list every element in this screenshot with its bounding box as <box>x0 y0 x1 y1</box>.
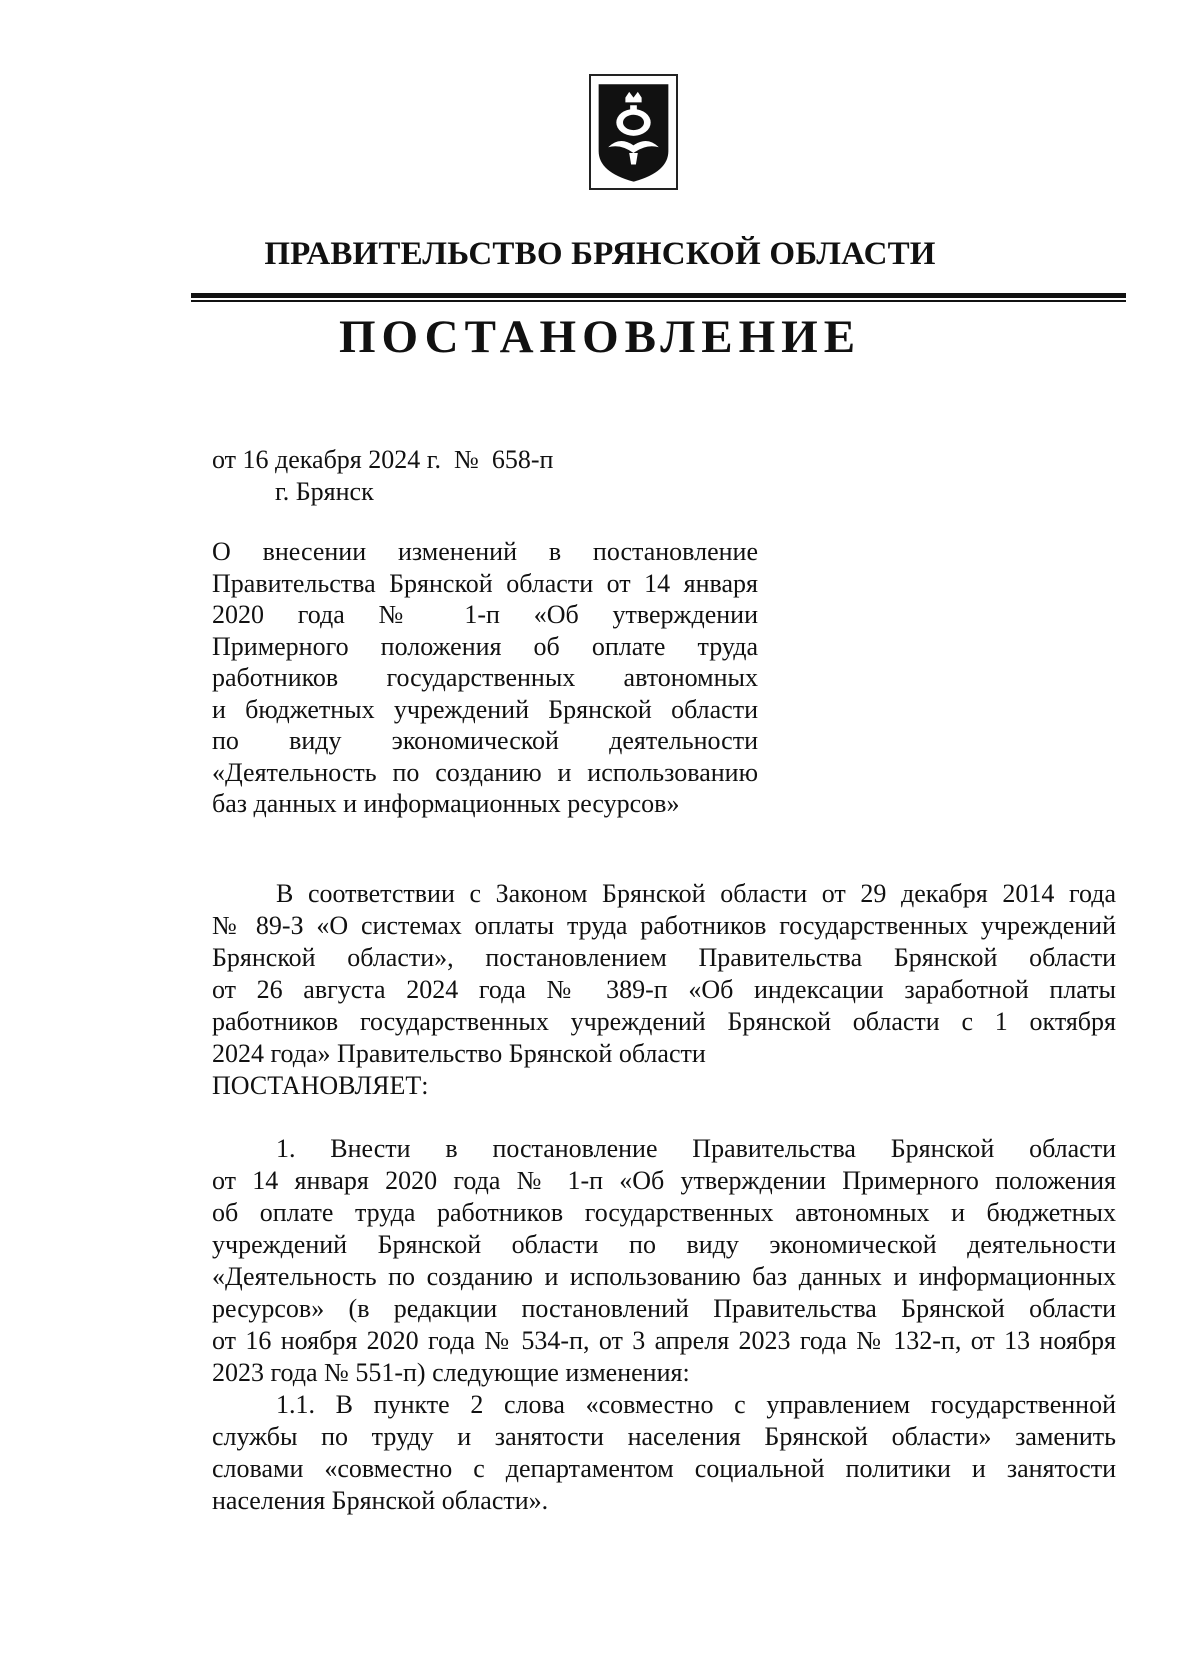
item-line: от 14 января 2020 года № 1-п «Об утверждении Примерного положения <box>212 1166 1116 1195</box>
organization-title: ПРАВИТЕЛЬСТВО БРЯНСКОЙ ОБЛАСТИ <box>264 236 936 272</box>
resolves-text: ПОСТАНОВЛЯЕТ: <box>212 1071 429 1100</box>
subject-line: «Деятельность по созданию и использованию <box>212 757 758 787</box>
subject-line: по виду экономической деятельности <box>212 726 758 755</box>
date-number-line <box>212 444 553 476</box>
item-line: населения Брянской области». <box>212 1486 549 1515</box>
preamble-line: Брянской области», постановлением Правительства Брянской области <box>212 943 1116 972</box>
item-line: ресурсов» (в редакции постановлений Правительства Брянской области <box>212 1294 1116 1323</box>
document-date: 16 декабря 2024 г. <box>242 445 441 474</box>
item-1-paragraph <box>212 1133 1116 1517</box>
document-number: 658-п <box>491 445 554 474</box>
coat-of-arms-icon <box>589 74 678 190</box>
preamble-line: № 89-З «О системах оплаты труда работников государственных учреждений <box>212 911 1116 940</box>
item-line: об оплате труда работников государственных автономных и бюджетных <box>212 1198 1116 1227</box>
subject-line: О внесении изменений в постановление <box>212 537 758 566</box>
subject-line: и бюджетных учреждений Брянской области <box>212 694 758 724</box>
header-rule-thin <box>191 300 1126 302</box>
subject-line: работников государственных автономных <box>212 663 758 692</box>
subject-line: 2020 года № 1-п «Об утверждении <box>212 600 758 629</box>
item-line: 1.1. В пункте 2 слова «совместно с управлением государственной <box>276 1390 1116 1419</box>
document-type: ПОСТАНОВЛЕНИЕ <box>338 311 862 363</box>
preamble-line: от 26 августа 2024 года № 389-п «Об индексации заработной платы <box>212 975 1116 1004</box>
number-sign: № <box>454 445 479 474</box>
preamble-line: В соответствии с Законом Брянской области от 29 декабря 2014 года <box>276 879 1116 908</box>
document-subject <box>212 536 758 820</box>
item-line: учреждений Брянской области по виду экономической деятельности <box>212 1230 1116 1259</box>
preamble-line: работников государственных учреждений Брянской области с 1 октября <box>212 1007 1116 1036</box>
date-prefix: от <box>212 445 237 474</box>
item-line: «Деятельность по созданию и использованию баз данных и информационных <box>212 1262 1116 1291</box>
preamble-line: 2024 года» Правительство Брянской области <box>212 1039 706 1068</box>
preamble-paragraph <box>212 878 1116 1070</box>
item-line: 1. Внести в постановление Правительства Брянской области <box>276 1134 1116 1163</box>
subject-line: Правительства Брянской области от 14 января <box>212 568 758 598</box>
subject-line: баз данных и информационных ресурсов» <box>212 789 680 818</box>
header-rule-thick <box>191 293 1126 298</box>
resolves-heading <box>212 1070 1116 1102</box>
item-line: словами «совместно с департаментом социальной политики и занятости <box>212 1454 1116 1483</box>
city: г. Брянск <box>275 477 374 506</box>
subject-line: Примерного положения об оплате труда <box>212 631 758 661</box>
item-line: службы по труду и занятости населения Брянской области» заменить <box>212 1422 1116 1451</box>
item-line: 2023 года № 551-п) следующие изменения: <box>212 1358 690 1387</box>
item-line: от 16 ноября 2020 года № 534-п, от 3 апреля 2023 года № 132-п, от 13 ноября <box>212 1326 1116 1355</box>
